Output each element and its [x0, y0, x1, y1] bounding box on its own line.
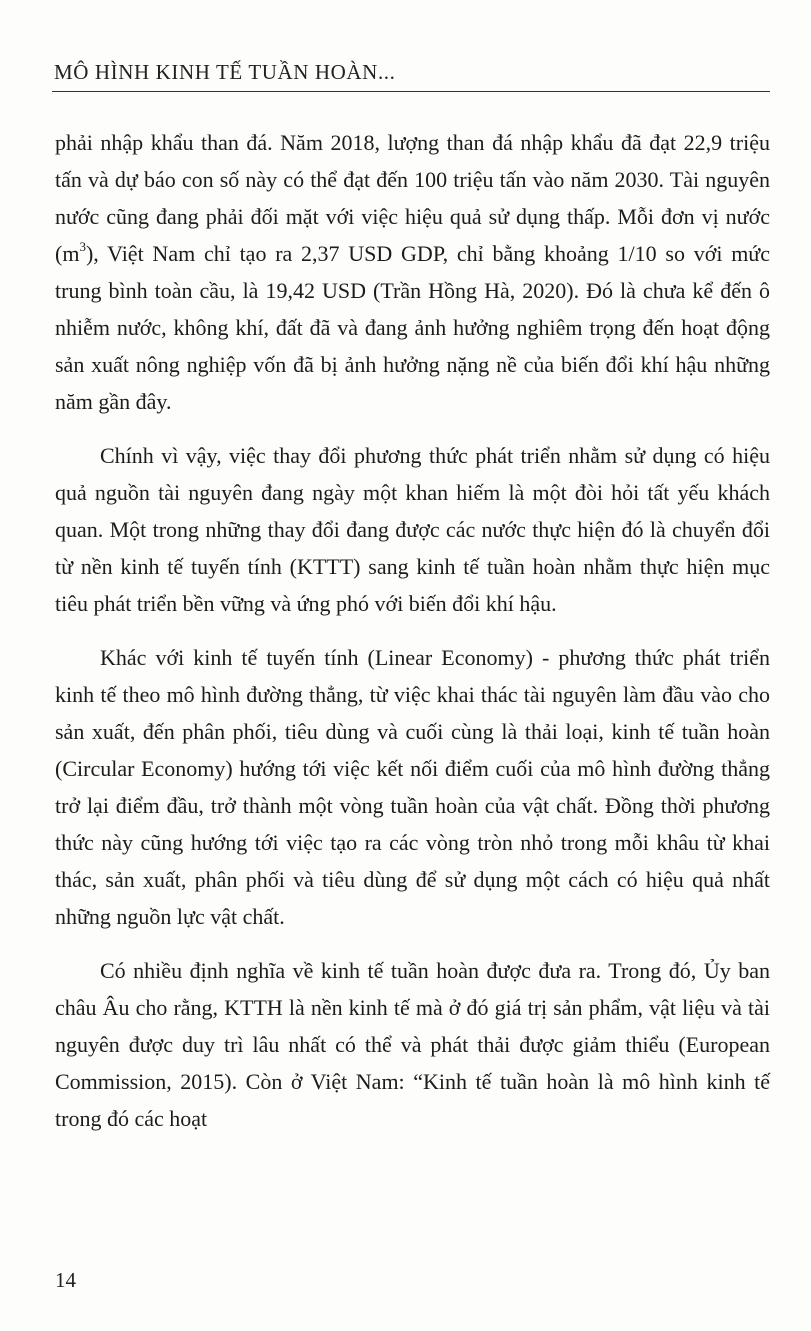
paragraph-1-text: phải nhập khẩu than đá. Năm 2018, lượng than đá nhập khẩu đã đạt 22,9 triệu tấn và dự báo con số này có thể đạt đến 100 triệu tấn vào năm 2030. Tài nguyên nước cũng đang phải đối mặt với việc hiệu quả sử dụng thấp. Mỗi đơn vị nước (m [55, 130, 770, 266]
paragraph-3: Khác với kinh tế tuyến tính (Linear Economy) - phương thức phát triển kinh tế theo mô hình đường thẳng, từ việc khai thác tài nguyên làm đầu vào cho sản xuất, đến phân phối, tiêu dùng và cuối cùng là thải loại, kinh tế tuần hoàn (Circular Economy) hướng tới việc kết nối điểm cuối của mô hình đường thẳng trở lại điểm đầu, trở thành một vòng tuần hoàn của vật chất. Đồng thời phương thức này cũng hướng tới việc tạo ra các vòng tròn nhỏ trong mỗi khâu từ khai thác, sản xuất, phân phối và tiêu dùng để sử dụng một cách có hiệu quả nhất những nguồn lực vật chất. [55, 645, 770, 929]
paragraph-2: Chính vì vậy, việc thay đổi phương thức phát triển nhằm sử dụng có hiệu quả nguồn tài nguyên đang ngày một khan hiếm là một đòi hỏi tất yếu khách quan. Một trong những thay đổi đang được các nước thực hiện đó là chuyển đổi từ nền kinh tế tuyến tính (KTTT) sang kinh tế tuần hoàn nhằm thực hiện mục tiêu phát triển bền vững và ứng phó với biến đổi khí hậu. [55, 443, 770, 616]
superscript-3: 3 [79, 238, 86, 254]
running-header: MÔ HÌNH KINH TẾ TUẦN HOÀN... [54, 60, 396, 84]
header-rule [52, 91, 770, 92]
paragraph-continued [55, 124, 770, 420]
page-number: 14 [55, 1268, 76, 1292]
paragraph-4: Có nhiều định nghĩa về kinh tế tuần hoàn được đưa ra. Trong đó, Ủy ban châu Âu cho rằng, KTTH là nền kinh tế mà ở đó giá trị sản phẩm, vật liệu và tài nguyên được duy trì lâu nhất có thể và phát thải được giảm thiểu (European Commission, 2015). Còn ở Việt Nam: “Kinh tế tuần hoàn là mô hình kinh tế trong đó các hoạt [55, 958, 770, 1131]
body-text [55, 124, 770, 1154]
paragraph-1-text-end: ), Việt Nam chỉ tạo ra 2,37 USD GDP, chỉ bằng khoảng 1/10 so với mức trung bình toàn cầu, là 19,42 USD (Trần Hồng Hà, 2020). Đó là chưa kể đến ô nhiễm nước, không khí, đất đã và đang ảnh hưởng nghiêm trọng đến hoạt động sản xuất nông nghiệp vốn đã bị ảnh hưởng nặng nề của biến đổi khí hậu những năm gần đây. [55, 241, 770, 414]
